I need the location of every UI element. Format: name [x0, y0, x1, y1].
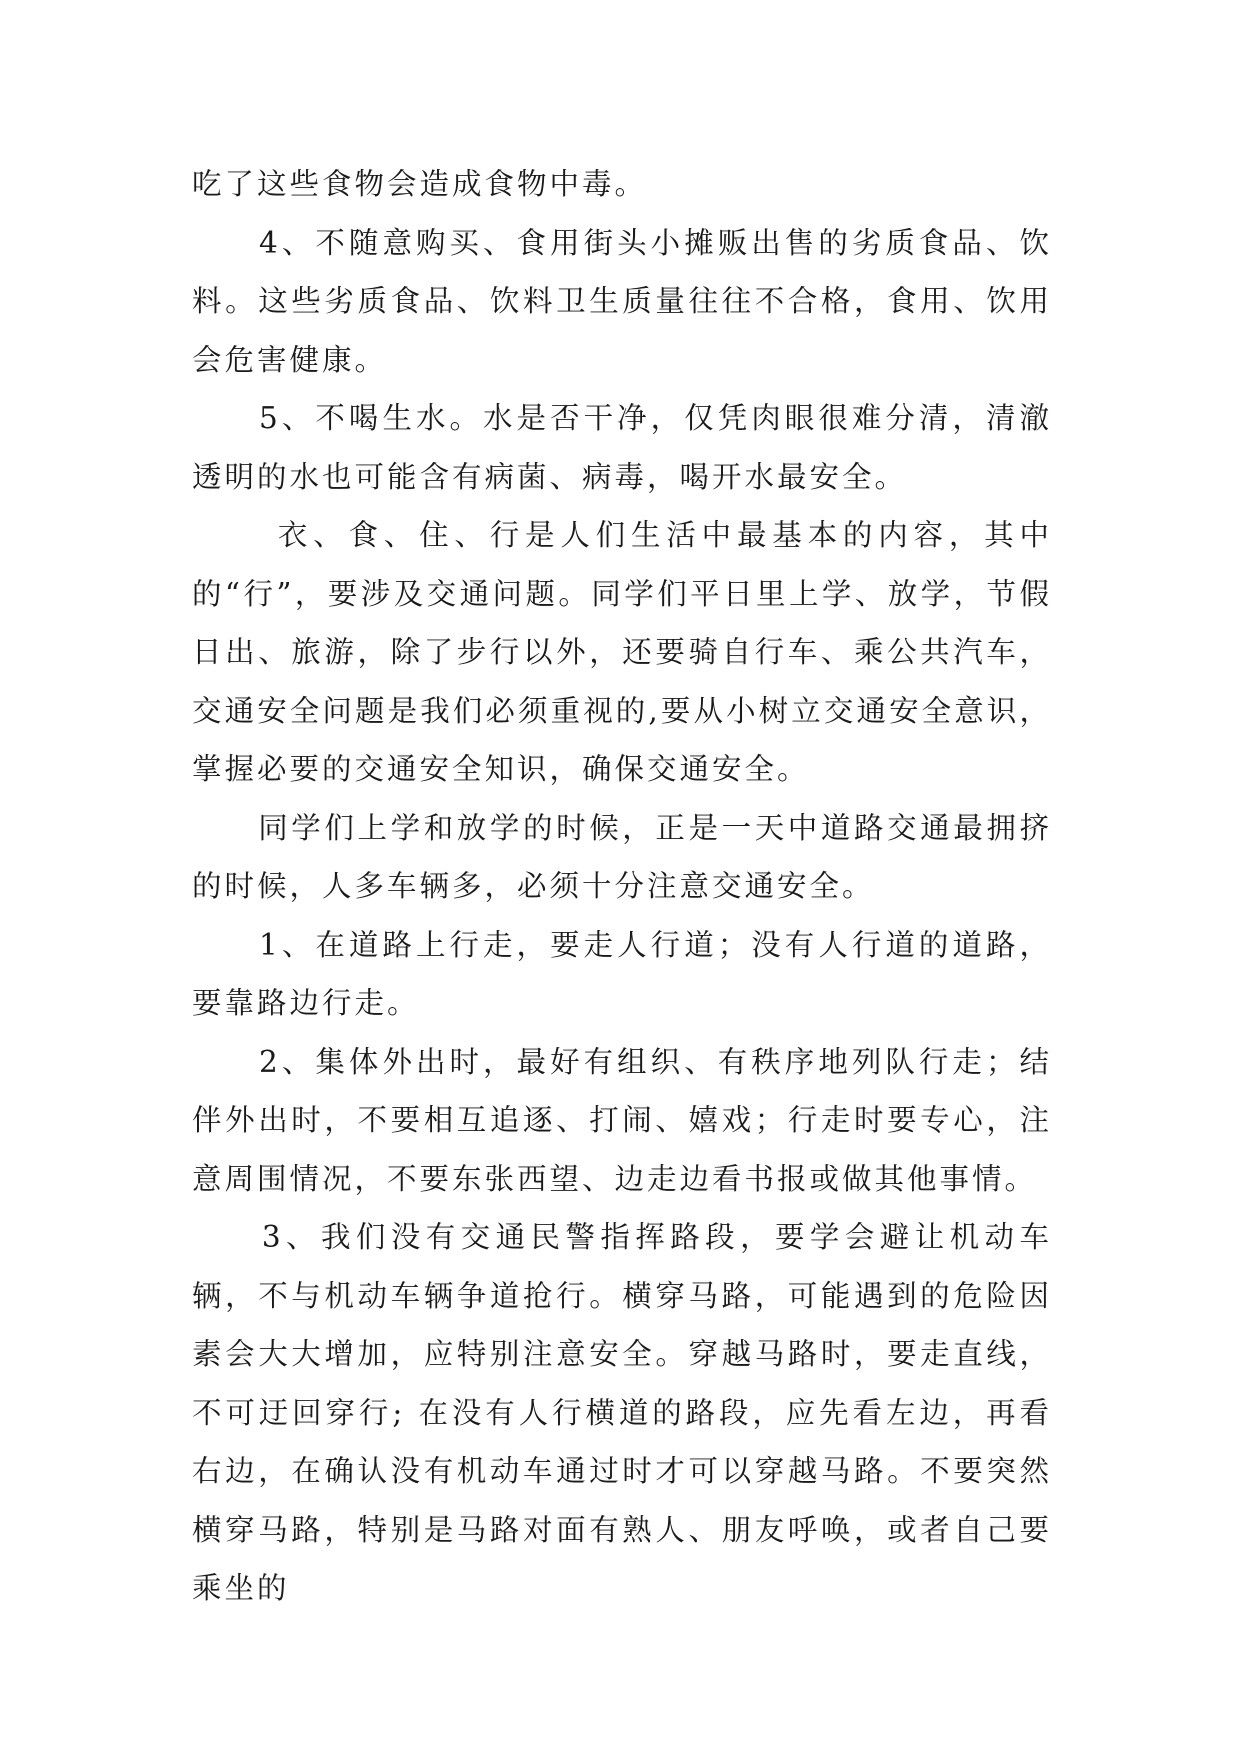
paragraph-school-traffic: 同学们上学和放学的时候，正是一天中道路交通最拥挤的时候，人多车辆多，必须十分注意交通安全。 [192, 810, 1052, 903]
document-body [192, 155, 1052, 1618]
paragraph-raw-water: 5、不喝生水。水是否干净，仅凭肉眼很难分清，清澈透明的水也可能含有病菌、病毒，喝开水最安全。 [192, 401, 1052, 494]
paragraph-street-food: 4、不随意购买、食用街头小摊贩出售的劣质食品、饮料。这些劣质食品、饮料卫生质量往往不合格，食用、饮用会危害健康。 [192, 225, 1052, 377]
paragraph-food-poisoning-tail: 吃了这些食物会造成食物中毒。 [192, 167, 648, 201]
paragraph-traffic-intro: 衣、食、住、行是人们生活中最基本的内容，其中的“行”，要涉及交通问题。同学们平日里上学、放学，节假日出、旅游，除了步行以外，还要骑自行车、乘公共汽车，交通安全问题是我们必须重视的,要从小树立交通安全意识，掌握必要的交通安全知识，确保交通安全。 [192, 518, 1052, 786]
paragraph-sidewalk-rule: 1、在道路上行走，要走人行道；没有人行道的道路，要靠路边行走。 [192, 927, 1052, 1020]
paragraph-group-outing-rule: 2、集体外出时，最好有组织、有秩序地列队行走；结伴外出时，不要相互追逐、打闹、嬉戏；行走时要专心，注意周围情况，不要东张西望、边走边看书报或做其他事情。 [192, 1044, 1052, 1196]
paragraph-crossing-rule: 3、我们没有交通民警指挥路段，要学会避让机动车辆，不与机动车辆争道抢行。横穿马路，可能遇到的危险因素会大大增加，应特别注意安全。穿越马路时，要走直线，不可迂回穿行; 在没有人行横道的路段，应先看左边，再看右边，在确认没有机动车通过时才可以穿越马路。不要突然横穿马路，特别是马路对面有熟人、朋友呼唤，或者自己要乘坐的 [192, 1220, 1052, 1605]
